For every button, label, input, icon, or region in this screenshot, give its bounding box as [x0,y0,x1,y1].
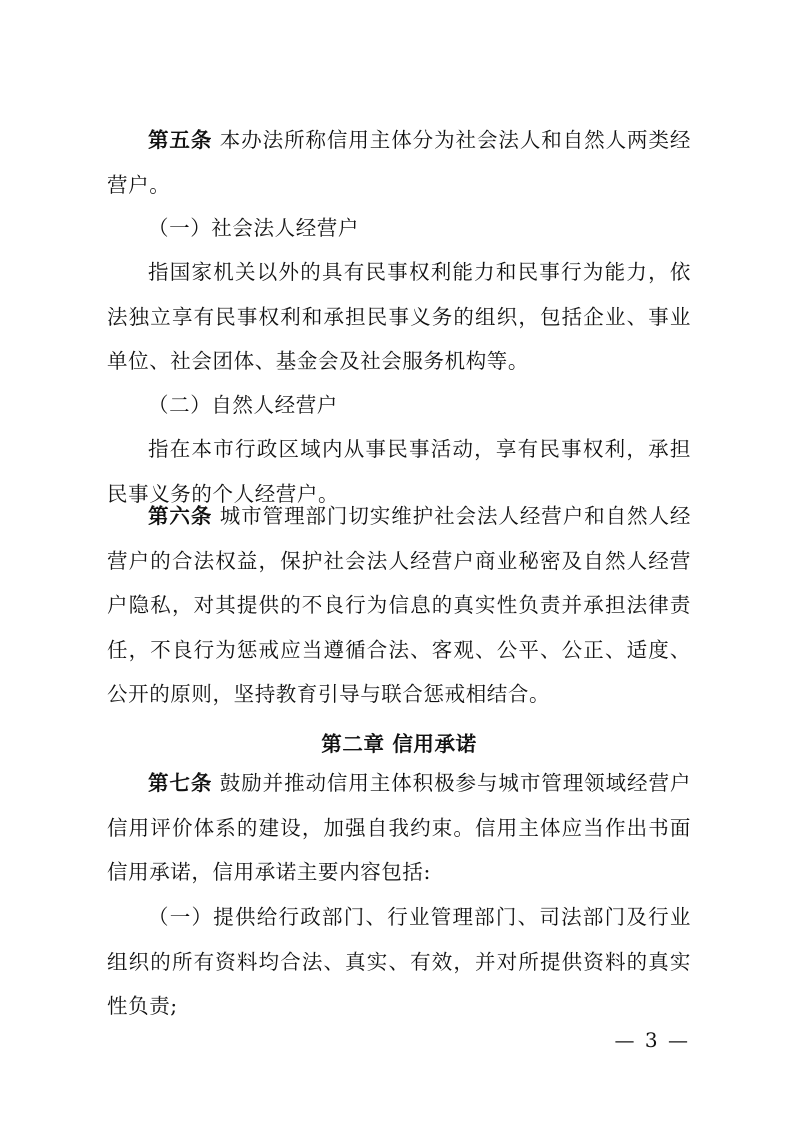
chapter-2-title: 第二章 信用承诺 [321,732,477,756]
article-6 [107,494,691,717]
article-6-label: 第六条 [148,504,213,528]
article-7-label: 第七条 [148,771,213,795]
page-number: — 3 — [614,1028,690,1052]
article-5 [107,118,691,207]
article-7 [107,761,691,895]
article-5-label: 第五条 [148,128,213,152]
article-6-text: 城市管理部门切实维护社会法人经营户和自然人经营户的合法权益，保护社会法人经营户商业秘密及自然人经营户隐私，对其提供的不良行为信息的真实性负责并承担法律责任，不良行为惩戒应当遵循合法、客观、公平、公正、适度、公开的原则，坚持教育引导与联合惩戒相结合。 [107,504,691,706]
item-5-2-heading: （二）自然人经营户 [148,393,338,417]
article-5-text: 本办法所称信用主体分为社会法人和自然人两类经营户。 [107,128,691,197]
article-7-text: 鼓励并推动信用主体积极参与城市管理领域经营户信用评价体系的建设，加强自我约束。信用主体应当作出书面信用承诺，信用承诺主要内容包括: [107,771,691,884]
item-5-1-heading: （一）社会法人经营户 [148,216,359,240]
item-5-1-text: 指国家机关以外的具有民事权利能力和民事行为能力，依法独立享有民事权利和承担民事义务的组织，包括企业、事业单位、社会团体、基金会及社会服务机构等。 [107,260,691,373]
article-7-item-1: （一）提供给行政部门、行业管理部门、司法部门及行业组织的所有资料均合法、真实、有效，并对所提供资料的真实性负责; [107,905,691,1018]
item-5-2-text: 指在本市行政区域内从事民事活动，享有民事权利，承担民事义务的个人经营户。 [107,437,691,506]
